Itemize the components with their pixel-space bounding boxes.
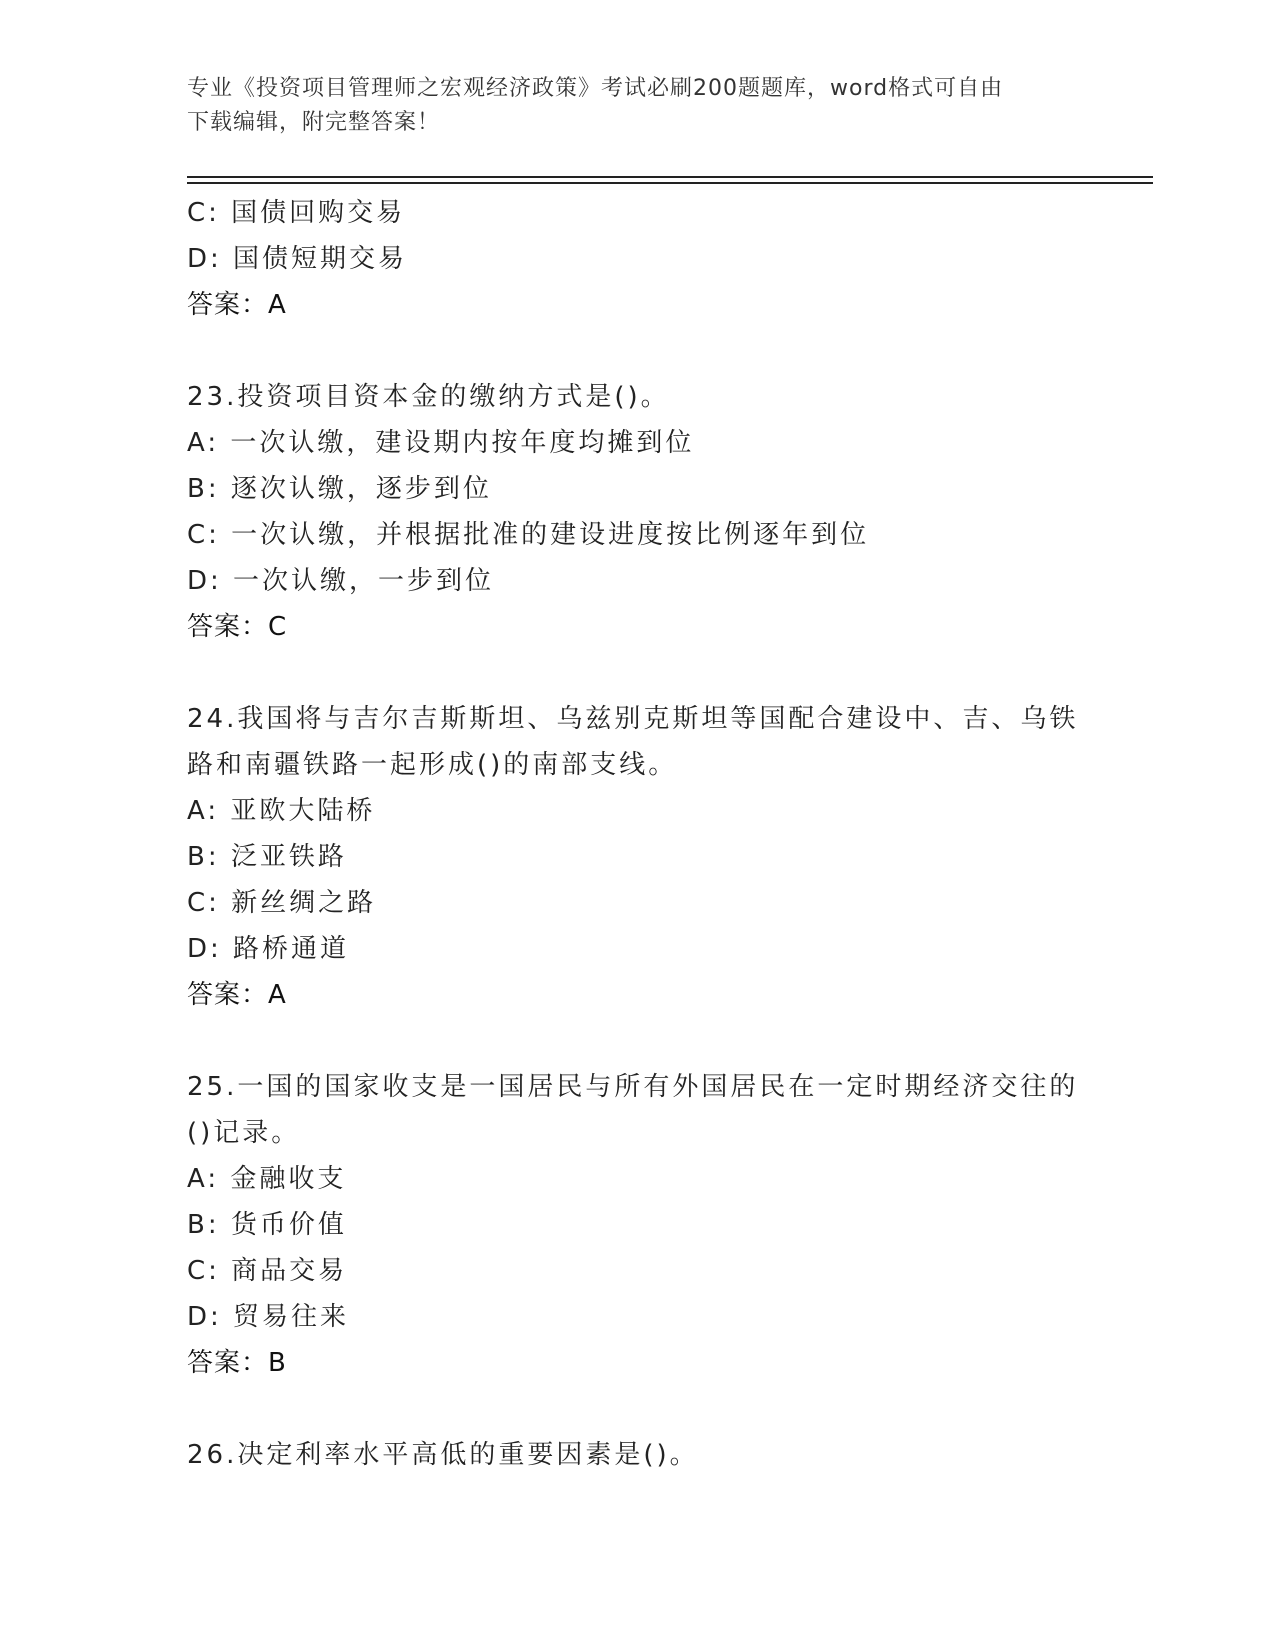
answer-line: 答案：A xyxy=(187,980,287,1010)
option-b: B: 泛亚铁路 xyxy=(187,842,347,872)
spacer xyxy=(187,1018,1087,1064)
option-d: D: 路桥通道 xyxy=(187,934,350,964)
option-a: A: 亚欧大陆桥 xyxy=(187,796,376,826)
question-block-26 xyxy=(187,1432,1087,1478)
answer-line: 答案：B xyxy=(187,1348,287,1378)
question-text: 23.投资项目资本金的缴纳方式是()。 xyxy=(187,382,670,412)
header-title-line-1: 专业《投资项目管理师之宏观经济政策》考试必刷200题题库，word格式可自由 xyxy=(187,76,1004,101)
document-header xyxy=(187,72,1087,140)
header-rule-bottom xyxy=(187,182,1153,184)
answer-line: 答案：A xyxy=(187,290,287,320)
question-block-23 xyxy=(187,374,1087,650)
spacer xyxy=(187,328,1087,374)
option-a: A: 金融收支 xyxy=(187,1164,347,1194)
question-text: 26.决定利率水平高低的重要因素是()。 xyxy=(187,1440,699,1470)
question-text: 24.我国将与吉尔吉斯斯坦、乌兹别克斯坦等国配合建设中、吉、乌铁 xyxy=(187,704,1079,734)
question-list xyxy=(187,190,1087,1478)
option-d: D: 国债短期交易 xyxy=(187,244,408,274)
option-c: C: 商品交易 xyxy=(187,1256,348,1286)
option-b: B: 逐次认缴，逐步到位 xyxy=(187,474,492,504)
spacer xyxy=(187,1386,1087,1432)
question-text-continued: 路和南疆铁路一起形成()的南部支线。 xyxy=(187,750,678,780)
header-rule-top xyxy=(187,176,1153,178)
question-text-continued: ()记录。 xyxy=(187,1118,301,1148)
option-c: C: 国债回购交易 xyxy=(187,198,406,228)
option-d: D: 一次认缴，一步到位 xyxy=(187,566,495,596)
question-block-25 xyxy=(187,1064,1087,1386)
option-b: B: 货币价值 xyxy=(187,1210,347,1240)
spacer xyxy=(187,650,1087,696)
answer-line: 答案：C xyxy=(187,612,288,642)
header-title-line-2: 下载编辑，附完整答案！ xyxy=(187,110,441,135)
option-d: D: 贸易往来 xyxy=(187,1302,350,1332)
option-a: A: 一次认缴，建设期内按年度均摊到位 xyxy=(187,428,695,458)
question-text: 25.一国的国家收支是一国居民与所有外国居民在一定时期经济交往的 xyxy=(187,1072,1079,1102)
question-block-prev xyxy=(187,190,1087,328)
option-c: C: 一次认缴，并根据批准的建设进度按比例逐年到位 xyxy=(187,520,870,550)
option-c: C: 新丝绸之路 xyxy=(187,888,377,918)
question-block-24 xyxy=(187,696,1087,1018)
